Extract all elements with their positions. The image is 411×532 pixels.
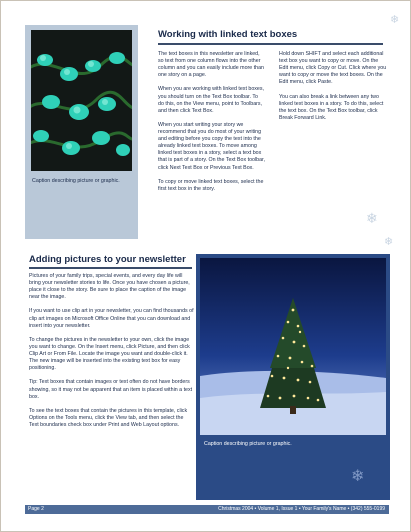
page-number: Page 2 (28, 506, 44, 512)
christmas-tree-image (200, 258, 386, 435)
paragraph: To change the pictures in the newsletter to your own, click the image you want to change. On the Insert menu, click Picture, and then click Clip Art or From File. Locate the image you want and double-click it. The new image will be inserted into the existing text box for easy positioning. (29, 336, 190, 372)
snowflake-decoration: ❄ (384, 236, 394, 248)
photo-caption: Caption describing picture or graphic. (204, 441, 292, 447)
footer-info: Christmas 2004 • Volume 1, Issue 1 • Your Family's Name • (342) 555-0199 (218, 506, 385, 512)
paragraph: To see the text boxes that contain the pictures in this template, click Options on the Tools menu, click the View tab, and then select the Text boundaries check box under Print and Web Layout options. (29, 407, 188, 428)
paragraph: Tip: Text boxes that contain images or text often do not have borders showing, so it may not be apparent that an item is placed within a text box. (29, 379, 193, 400)
heading-rule (29, 267, 192, 269)
paragraph: When you are working with linked text boxes, you should turn on the Text Box toolbar. To do this, on the View menu, point to Toolbars, and then click Text Box. (158, 86, 264, 114)
snowflake-decoration: ❄ (351, 468, 365, 485)
photo-caption: Caption describing picture or graphic. (32, 178, 120, 184)
paragraph: Hold down SHIFT and select each additional text box you want to copy or move. On the Edit menu, click Copy or Cut. Click where you want to copy or move the text boxes. On the Edit menu, click Paste. (279, 51, 387, 86)
snowflake-decoration: ❄ (366, 210, 378, 226)
paragraph: You can also break a link between any two linked text boxes in a story. To do this, select the text box. On the Text Box toolbar, click Break Forward Link. (279, 93, 384, 121)
article-column-1 (158, 51, 265, 200)
paragraph: Pictures of your family trips, special events, and every day life will bring your newsletter stories to life. Once you have chosen a picture, place it close to the story. Be sure to place the caption of the image near the image. (29, 273, 190, 301)
section-heading: Adding pictures to your newsletter (29, 254, 186, 265)
heading-rule (158, 43, 383, 45)
article-column-2 (279, 51, 387, 129)
paragraph: To copy or move linked text boxes, select the first text box in the story. (158, 178, 264, 192)
section-heading: Working with linked text boxes (158, 29, 298, 40)
article-column-3 (29, 273, 194, 436)
photo-panel-lights (25, 25, 138, 239)
christmas-lights-image (31, 30, 132, 171)
paragraph: When you start writing your story we recommend that you do most of your writing and editing before you copy the text into the already linked text boxes. To move among linked text boxes in a story, select a text box that is part of a story. On the Text Box toolbar, click Next Text Box or Previous Text Box. (158, 121, 265, 171)
snowflake-decoration: ❄ (390, 14, 400, 26)
photo-panel-tree (196, 254, 390, 500)
paragraph: The text boxes in this newsletter are linked, so text from one column flows into the other column and you can easily include more than one story on a page. (158, 51, 264, 79)
page-footer (25, 505, 389, 514)
paragraph: If you want to use clip art in your newsletter, you can find thousands of clip art images on Microsoft Office Online that you can download and insert into your newsletter. (29, 308, 194, 329)
